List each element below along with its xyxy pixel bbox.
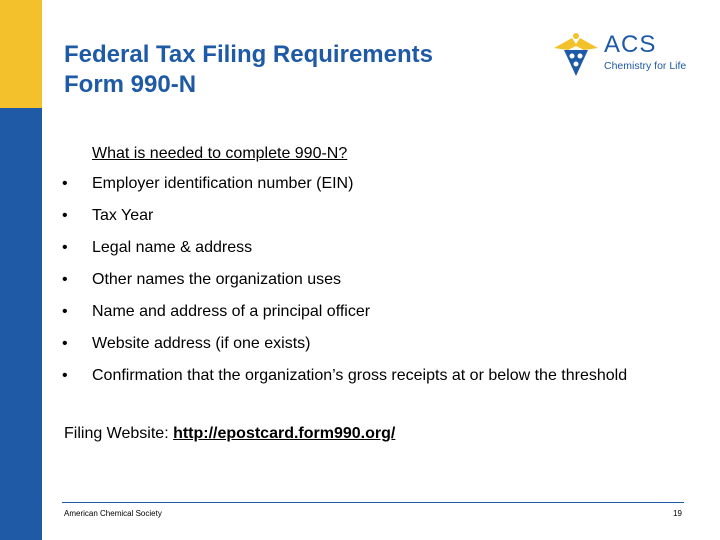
slide-title <box>64 40 524 100</box>
subheading: What is needed to complete 990-N? <box>92 145 348 162</box>
list-item-text: Employer identification number (EIN) <box>92 175 354 192</box>
list-item-text: Tax Year <box>92 207 154 224</box>
bullet-icon: • <box>62 207 68 224</box>
list-item <box>62 302 682 322</box>
list-item <box>62 206 682 226</box>
list-item-text: Legal name & address <box>92 239 253 256</box>
list-item <box>62 238 682 258</box>
bullet-icon: • <box>62 303 68 320</box>
bullet-icon: • <box>62 239 68 256</box>
left-color-bar <box>0 0 42 540</box>
acs-eagle-shield-icon <box>552 30 600 78</box>
left-bar-accent <box>0 0 42 108</box>
acs-logo <box>552 30 692 86</box>
list-item-text: Other names the organization uses <box>92 271 342 288</box>
list-item <box>62 174 682 194</box>
list-item <box>62 270 682 290</box>
bullet-icon: • <box>62 175 68 192</box>
page-number: 19 <box>673 509 682 518</box>
list-item <box>62 366 682 386</box>
footer-organization: American Chemical Society <box>64 509 162 518</box>
filing-website <box>64 424 395 444</box>
list-item <box>62 334 682 354</box>
footer-divider <box>62 502 684 503</box>
filing-website-link[interactable]: http://epostcard.form990.org/ <box>173 425 396 442</box>
requirements-list <box>62 174 682 398</box>
filing-website-label: Filing Website: <box>64 425 174 442</box>
logo-wordmark: ACS <box>604 31 657 58</box>
title-line-1: Federal Tax Filing Requirements <box>64 41 433 68</box>
bullet-icon: • <box>62 367 68 384</box>
logo-tagline: Chemistry for Life <box>604 60 687 72</box>
list-item-text: Website address (if one exists) <box>92 335 311 352</box>
list-item-text: Name and address of a principal officer <box>92 303 371 320</box>
title-line-2: Form 990-N <box>64 71 197 98</box>
bullet-icon: • <box>62 271 68 288</box>
list-item-text: Confirmation that the organization’s gross receipts at or below the threshold <box>92 367 628 384</box>
bullet-icon: • <box>62 335 68 352</box>
